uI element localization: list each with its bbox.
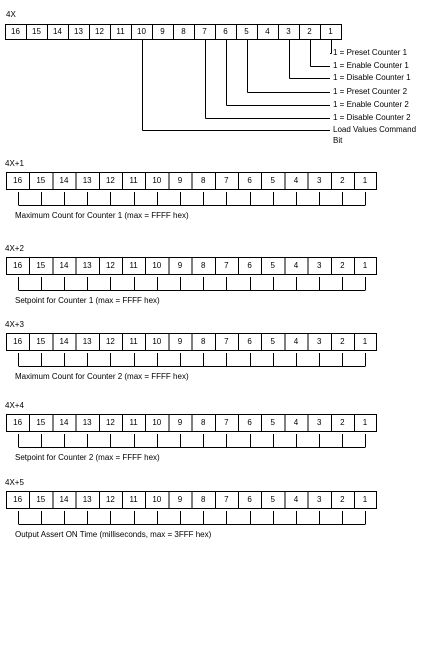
control-register-bit-7: 7 xyxy=(202,27,207,36)
control-register-bit-14: 14 xyxy=(53,27,62,36)
legend-bit-2: 1 = Enable Counter 1 xyxy=(333,61,409,70)
register-1-bit-13: 13 xyxy=(82,176,92,185)
register-2-bit-14: 14 xyxy=(59,261,69,270)
register-5-bit-3: 3 xyxy=(316,495,322,504)
register-4-caption: Setpoint for Counter 2 (max = FFFF hex) xyxy=(15,453,160,462)
register-3-bit-11: 11 xyxy=(129,337,138,346)
register-3-bit-13: 13 xyxy=(82,337,92,346)
register-2-bit-4: 4 xyxy=(293,261,299,270)
register-5-bit-8: 8 xyxy=(200,495,206,504)
register-5-bit-15: 15 xyxy=(36,495,46,504)
register-1-title: 4X+1 xyxy=(5,159,24,168)
register-1-bit-10: 10 xyxy=(152,176,162,185)
register-4-bit-12: 12 xyxy=(105,418,115,427)
register-2-bit-7: 7 xyxy=(224,261,229,270)
register-5-bit-12: 12 xyxy=(105,495,115,504)
register-2-bit-1: 1 xyxy=(362,261,368,270)
register-5-bit-9: 9 xyxy=(177,495,183,504)
legend-bit-7: 1 = Disable Counter 2 xyxy=(333,113,411,122)
register-3-bit-2: 2 xyxy=(340,337,345,346)
register-4-bit-16: 16 xyxy=(13,418,23,427)
register-5-bit-10: 10 xyxy=(152,495,162,504)
register-4-bit-1: 1 xyxy=(362,418,368,427)
register-1-bit-15: 15 xyxy=(36,176,46,185)
control-register-bit-16: 16 xyxy=(11,27,20,36)
register-3-bit-14: 14 xyxy=(59,337,69,346)
control-register-bit-5: 5 xyxy=(244,27,249,36)
register-2-bit-8: 8 xyxy=(200,261,206,270)
register-4-bit-15: 15 xyxy=(36,418,46,427)
register-1-bit-7: 7 xyxy=(224,176,229,185)
register-2-bit-9: 9 xyxy=(177,261,183,270)
register-2-bit-3: 3 xyxy=(316,261,322,270)
register-5-caption: Output Assert ON Time (milliseconds, max = 3FFF hex) xyxy=(15,530,212,539)
control-register-bit-13: 13 xyxy=(74,27,83,36)
register-2-bit-5: 5 xyxy=(270,261,275,270)
register-4-title: 4X+4 xyxy=(5,401,24,410)
register-3-bit-4: 4 xyxy=(293,337,299,346)
register-3-bit-7: 7 xyxy=(224,337,229,346)
register-4-bit-5: 5 xyxy=(270,418,275,427)
register-1-bit-4: 4 xyxy=(293,176,299,185)
register-3-bit-1: 1 xyxy=(362,337,368,346)
register-5-bit-14: 14 xyxy=(59,495,69,504)
register-1-bit-6: 6 xyxy=(247,176,252,185)
register-5-bit-7: 7 xyxy=(224,495,229,504)
register-5-title: 4X+5 xyxy=(5,478,24,487)
register-1-bit-16: 16 xyxy=(13,176,23,185)
control-register-bit-15: 15 xyxy=(32,27,41,36)
legend-bit-6: 1 = Enable Counter 2 xyxy=(333,100,409,109)
register-5-bit-11: 11 xyxy=(129,495,138,504)
register-5-bit-1: 1 xyxy=(362,495,368,504)
register-1-bit-12: 12 xyxy=(105,176,115,185)
register-5-bit-6: 6 xyxy=(247,495,252,504)
register-4-bit-2: 2 xyxy=(340,418,345,427)
control-register-bit-12: 12 xyxy=(95,27,104,36)
register-5-bit-5: 5 xyxy=(270,495,275,504)
legend-bit-10-line2: Bit xyxy=(333,136,343,145)
register-1-bit-2: 2 xyxy=(340,176,345,185)
register-4-bit-3: 3 xyxy=(316,418,322,427)
register-1-bit-5: 5 xyxy=(270,176,275,185)
control-register-bit-3: 3 xyxy=(286,27,291,36)
register-3-bit-9: 9 xyxy=(177,337,183,346)
register-3-bit-15: 15 xyxy=(36,337,46,346)
register-4-bit-4: 4 xyxy=(293,418,299,427)
control-register-bit-6: 6 xyxy=(223,27,228,36)
register-2-caption: Setpoint for Counter 1 (max = FFFF hex) xyxy=(15,296,160,305)
register-1-caption: Maximum Count for Counter 1 (max = FFFF hex) xyxy=(15,211,189,220)
register-2-bit-12: 12 xyxy=(105,261,115,270)
control-register-bit-4: 4 xyxy=(265,27,270,36)
register-4-bit-10: 10 xyxy=(152,418,162,427)
register-1-bit-11: 11 xyxy=(129,176,138,185)
register-1-bit-3: 3 xyxy=(316,176,322,185)
register-2-bit-10: 10 xyxy=(152,261,162,270)
register-2-bit-16: 16 xyxy=(13,261,23,270)
register-3-bit-6: 6 xyxy=(247,337,252,346)
control-register-bit-2: 2 xyxy=(307,27,312,36)
register-4-bit-7: 7 xyxy=(224,418,229,427)
legend-bit-5: 1 = Preset Counter 2 xyxy=(333,87,408,96)
register-5-bit-4: 4 xyxy=(293,495,299,504)
legend-bit-1: 1 = Preset Counter 1 xyxy=(333,48,408,57)
register-3-bit-8: 8 xyxy=(200,337,206,346)
legend-bit-10: Load Values Command xyxy=(333,125,417,134)
control-register-bit-10: 10 xyxy=(137,27,146,36)
control-register-bit-9: 9 xyxy=(160,27,165,36)
register-3-bit-5: 5 xyxy=(270,337,275,346)
register-2-bit-15: 15 xyxy=(36,261,46,270)
register-2-bit-11: 11 xyxy=(129,261,138,270)
register-5-bit-16: 16 xyxy=(13,495,23,504)
register-3-caption: Maximum Count for Counter 2 (max = FFFF hex) xyxy=(15,372,189,381)
register-5-bit-2: 2 xyxy=(340,495,345,504)
register-1-bit-1: 1 xyxy=(362,176,368,185)
control-register-title: 4X xyxy=(6,10,16,19)
register-2-title: 4X+2 xyxy=(5,244,24,253)
control-register-bit-1: 1 xyxy=(328,27,333,36)
register-2-bit-2: 2 xyxy=(340,261,345,270)
register-1-bit-8: 8 xyxy=(200,176,206,185)
register-4-bit-14: 14 xyxy=(59,418,69,427)
register-4-bit-8: 8 xyxy=(200,418,206,427)
register-1-bit-14: 14 xyxy=(59,176,69,185)
register-4-bit-13: 13 xyxy=(82,418,92,427)
control-register-bit-11: 11 xyxy=(116,27,125,36)
register-4-bit-9: 9 xyxy=(177,418,183,427)
register-3-title: 4X+3 xyxy=(5,320,24,329)
register-4-bit-11: 11 xyxy=(129,418,138,427)
register-3-bit-12: 12 xyxy=(105,337,115,346)
control-register-bit-8: 8 xyxy=(181,27,186,36)
register-2-bit-6: 6 xyxy=(247,261,252,270)
register-2-bit-13: 13 xyxy=(82,261,92,270)
register-5-bit-13: 13 xyxy=(82,495,92,504)
register-3-bit-3: 3 xyxy=(316,337,322,346)
register-3-bit-10: 10 xyxy=(152,337,162,346)
register-4-bit-6: 6 xyxy=(247,418,252,427)
register-3-bit-16: 16 xyxy=(13,337,23,346)
legend-bit-3: 1 = Disable Counter 1 xyxy=(333,73,411,82)
register-1-bit-9: 9 xyxy=(177,176,183,185)
